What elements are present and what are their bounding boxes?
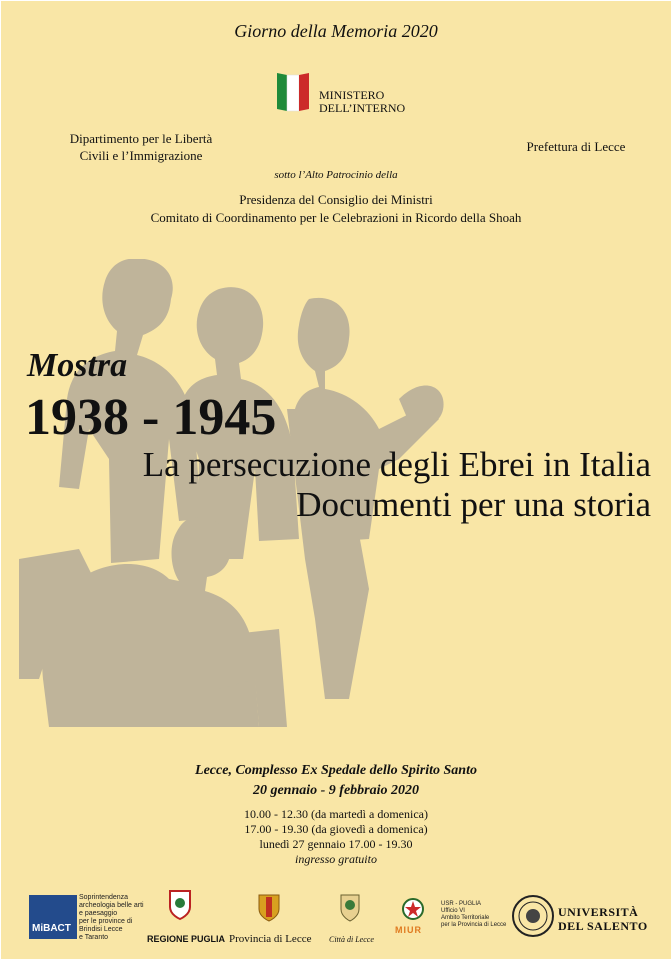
exhibition-subtitle	[1, 445, 651, 525]
patronage-text: sotto l’Alto Patrocinio della	[274, 169, 398, 181]
patron-presidenza: Presidenza del Consiglio dei Ministri	[239, 192, 433, 207]
exhibition-years: 1938 - 1945	[25, 389, 277, 446]
sopr-line: per le province di	[79, 918, 133, 925]
patrons-list	[1, 191, 671, 227]
regione-puglia-label: REGIONE PUGLIA	[147, 934, 226, 944]
department-line-1: Dipartimento per le Libertà	[69, 131, 213, 146]
provincia-lecce-label: Provincia di Lecce	[229, 933, 312, 945]
soprintendenza-text	[79, 894, 144, 942]
usr-puglia-text	[441, 901, 506, 929]
exhibition-poster	[1, 1, 671, 959]
exhibition-label: Mostra	[27, 347, 128, 384]
department-line-2: Civili e l’Immigrazione	[79, 148, 203, 163]
sopr-line: e Taranto	[79, 934, 109, 941]
sopr-line: e paesaggio	[79, 910, 118, 917]
usr-line: Ufficio VI	[441, 908, 465, 914]
universita-salento-name	[558, 905, 648, 933]
citta-lecce-crest-icon	[339, 891, 361, 923]
event-title: Giorno della Memoria 2020	[234, 21, 438, 41]
prefecture-text: Prefettura di Lecce	[526, 139, 626, 154]
ministry-line-2: DELL’INTERNO	[319, 101, 406, 115]
hours-line-2: 17.00 - 19.30 (da giovedì a domenica)	[244, 822, 428, 836]
opening-hours	[1, 807, 671, 867]
mibact-logo	[29, 895, 77, 939]
provincia-lecce-crest-icon	[257, 891, 281, 923]
ministry-line-1: MINISTERO	[319, 88, 385, 102]
ministry-name	[319, 89, 405, 115]
republic-emblem-icon	[401, 897, 425, 921]
subtitle-line-2: Documenti per una storia	[296, 485, 651, 524]
venue-place: Lecce, Complesso Ex Spedale dello Spirito Santo	[195, 763, 477, 778]
mibact-label: MiBACT	[32, 923, 71, 934]
department-text	[21, 130, 261, 164]
citta-lecce-label: Città di Lecce	[329, 935, 374, 944]
hours-line-1: 10.00 - 12.30 (da martedì a domenica)	[244, 807, 428, 821]
subtitle-line-1: La persecuzione degli Ebrei in Italia	[142, 445, 651, 484]
universita-line-1: UNIVERSITÀ	[558, 905, 639, 919]
sopr-line: archeologia belle arti	[79, 902, 144, 909]
venue-info	[1, 761, 671, 801]
universita-line-2: DEL SALENTO	[558, 919, 648, 933]
sopr-line: Soprintendenza	[79, 894, 129, 901]
venue-dates: 20 gennaio - 9 febbraio 2020	[252, 783, 420, 798]
admission-text: ingresso gratuito	[295, 852, 377, 866]
usr-line: Ambito Territoriale	[441, 915, 490, 921]
sopr-line: Brindisi Lecce	[79, 926, 123, 933]
universita-salento-seal-icon	[511, 894, 555, 938]
patron-comitato: Comitato di Coordinamento per le Celebrazioni in Ricordo della Shoah	[150, 210, 522, 225]
regione-puglia-crest-icon	[168, 889, 192, 921]
miur-label: MIUR	[395, 925, 422, 935]
usr-line: per la Provincia di Lecce	[441, 922, 507, 928]
hours-line-3: lunedì 27 gennaio 17.00 - 19.30	[259, 837, 413, 851]
usr-line: USR - PUGLIA	[441, 901, 482, 907]
italian-flag-icon	[275, 71, 311, 113]
